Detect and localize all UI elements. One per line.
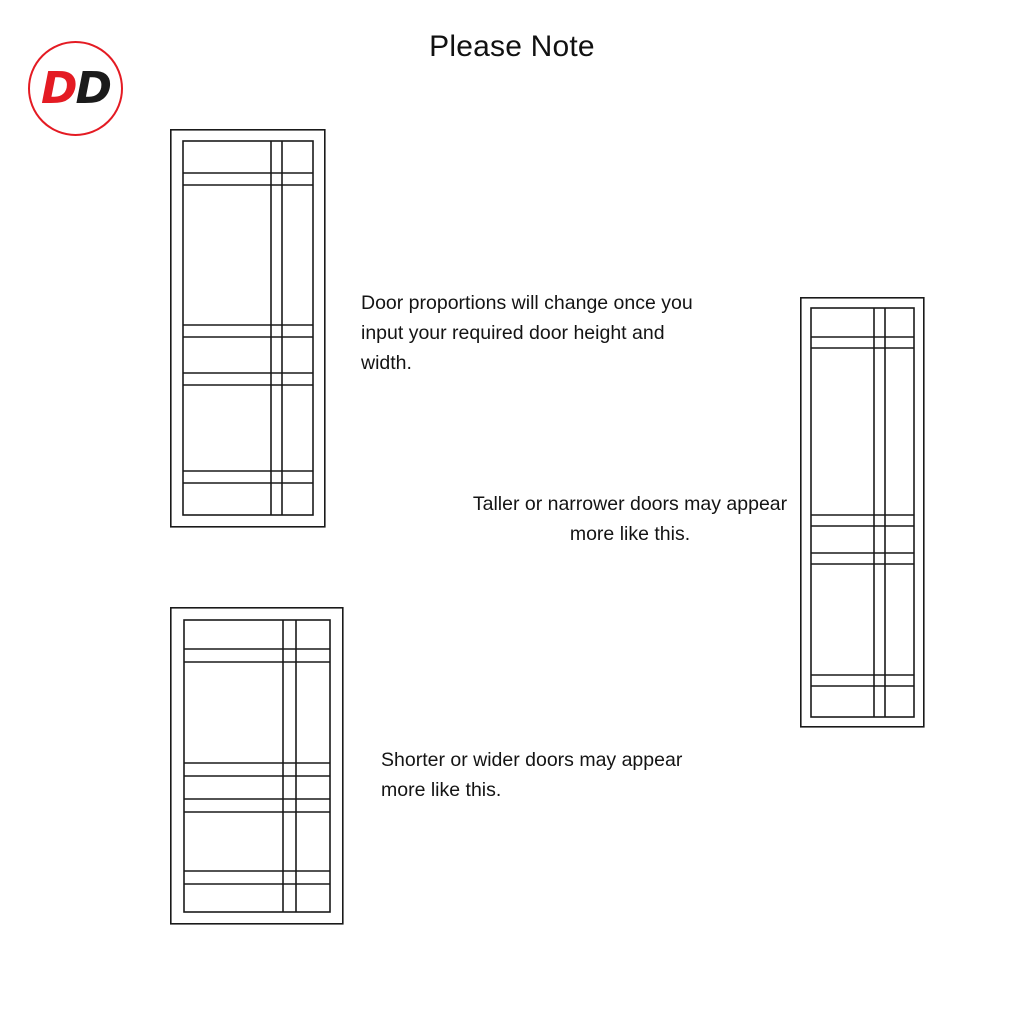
caption-main: Door proportions will change once you input your required door height and width. [361,292,693,374]
caption-short: Shorter or wider doors may appear more like this. [381,749,683,801]
page-title: Please Note [429,30,595,63]
door-standard [170,129,326,528]
logo-letter-second: D [75,62,111,114]
caption-tall: Taller or narrower doors may appear more like this. [472,493,788,545]
logo-letter-first: D [40,62,76,114]
door-tall-narrow [800,297,925,728]
brand-logo-text [40,62,111,114]
door-short-wide [170,607,344,925]
